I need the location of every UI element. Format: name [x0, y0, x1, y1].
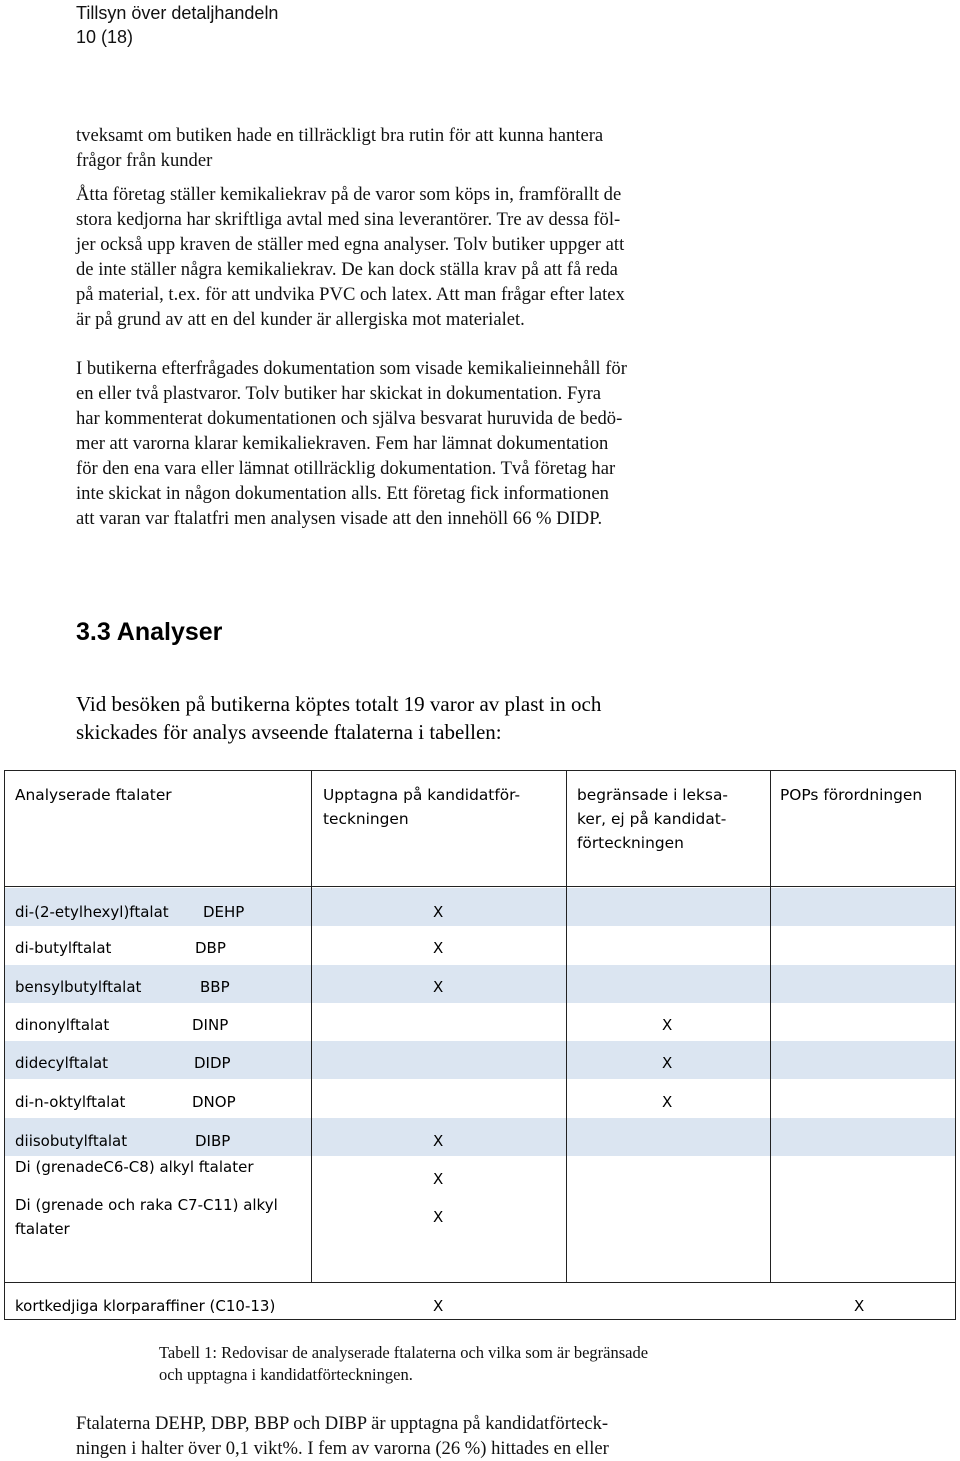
substance-abbr: DIBP — [195, 1132, 231, 1150]
phthalate-table — [4, 770, 956, 1320]
text-line: är på grund av att en del kunder är allergiska mot materialet. — [76, 309, 525, 330]
paragraph-3 — [76, 356, 736, 531]
candidate-mark: X — [433, 903, 444, 921]
substance-name: Di (grenadeC6-C8) alkyl ftalater — [15, 1158, 254, 1176]
text-line: jer också upp kraven de ställer med egna analyser. Tolv butiker uppger att — [76, 234, 625, 255]
substance-name: dinonylftalat — [15, 1016, 110, 1034]
name-line: Di (grenade och raka C7-C11) alkyl — [15, 1196, 278, 1214]
text-line: har kommenterat dokumentationen och själva besvarat huruvida de bedö- — [76, 408, 623, 429]
text-line: skickades för analys avseende ftalaterna i tabellen: — [76, 720, 502, 744]
candidate-mark: X — [433, 939, 444, 957]
text-line: tveksamt om butiken hade en tillräckligt bra rutin för att kunna hantera — [76, 125, 604, 146]
substance-name: diisobutylftalat — [15, 1132, 128, 1150]
paragraph-2 — [76, 182, 736, 332]
text-line: inte skickat in någon dokumentation alls. Ett företag fick informationen — [76, 483, 609, 504]
document-title: Tillsyn över detaljhandeln — [76, 3, 279, 23]
table-caption — [159, 1342, 648, 1386]
closing-paragraph — [76, 1411, 736, 1461]
row-band — [4, 1041, 956, 1079]
candidate-mark: X — [433, 1208, 444, 1226]
text-line: Ftalaterna DEHP, DBP, BBP och DIBP är upptagna på kandidatförteck- — [76, 1413, 609, 1434]
text-line: ningen i halter över 0,1 vikt%. I fem av varorna (26 %) hittades en eller — [76, 1438, 609, 1459]
text-line: I butikerna efterfrågades dokumentation som visade kemikalieinnehåll för — [76, 358, 627, 379]
row-band — [4, 1118, 956, 1156]
substance-abbr: BBP — [200, 978, 230, 996]
column-divider — [770, 770, 771, 1282]
text-line: Åtta företag ställer kemikaliekrav på de varor som köps in, framförallt de — [76, 184, 622, 205]
section-heading: 3.3 Analyser — [76, 618, 223, 646]
substance-name: bensylbutylftalat — [15, 978, 142, 996]
final-row-divider — [4, 1282, 956, 1283]
substance-name: di-n-oktylftalat — [15, 1093, 126, 1111]
text-line: frågor från kunder — [76, 150, 213, 171]
row-band — [4, 965, 956, 1003]
header-divider — [4, 886, 956, 887]
header-line: teckningen — [323, 810, 409, 828]
pops-mark: X — [854, 1297, 865, 1315]
candidate-mark: X — [433, 1132, 444, 1150]
substance-abbr: DIDP — [194, 1054, 231, 1072]
text-line: på material, t.ex. för att undvika PVC och latex. Att man frågar efter latex — [76, 284, 625, 305]
substance-name: didecylftalat — [15, 1054, 109, 1072]
substance-name — [15, 1193, 278, 1241]
table-border-left — [4, 770, 5, 1320]
restricted-mark: X — [662, 1054, 673, 1072]
column-header-pops: POPs förordningen — [780, 786, 923, 804]
substance-abbr: DINP — [192, 1016, 229, 1034]
table-border-top — [4, 770, 956, 771]
paragraph-1 — [76, 123, 736, 173]
text-line: mer att varorna klarar kemikaliekraven. Fem har lämnat dokumentation — [76, 433, 609, 454]
caption-line: Tabell 1: Redovisar de analyserade ftalaterna och vilka som är begränsade — [159, 1343, 649, 1362]
text-line: en eller två plastvaror. Tolv butiker har skickat in dokumentation. Fyra — [76, 383, 602, 404]
page-number: 10 (18) — [76, 27, 134, 47]
column-divider — [566, 770, 567, 1282]
substance-name: kortkedjiga klorparaffiner (C10-13) — [15, 1297, 276, 1315]
column-header-restricted — [577, 783, 728, 855]
text-line: stora kedjorna har skriftliga avtal med sina leverantörer. Tre av dessa föl- — [76, 209, 621, 230]
column-divider — [311, 770, 312, 1282]
candidate-mark: X — [433, 1297, 444, 1315]
restricted-mark: X — [662, 1093, 673, 1111]
substance-name: di-(2-etylhexyl)ftalat — [15, 903, 169, 921]
header-line: Upptagna på kandidatför- — [323, 786, 521, 804]
table-border-bottom — [4, 1319, 956, 1320]
text-line: Vid besöken på butikerna köptes totalt 19 varor av plast in och — [76, 692, 602, 716]
table-border-right — [955, 770, 956, 1320]
substance-name: di-butylftalat — [15, 939, 112, 957]
substance-abbr: DBP — [195, 939, 226, 957]
restricted-mark: X — [662, 1016, 673, 1034]
column-header-candidate — [323, 783, 520, 831]
substance-abbr: DNOP — [192, 1093, 236, 1111]
section-intro — [76, 690, 601, 746]
substance-abbr: DEHP — [203, 903, 245, 921]
header-line: begränsade i leksa- — [577, 786, 728, 804]
header-line: ker, ej på kandidat- — [577, 810, 727, 828]
text-line: för den ena vara eller lämnat otillräcklig dokumentation. Två företag har — [76, 458, 616, 479]
column-header-analyzed: Analyserade ftalater — [15, 786, 172, 804]
caption-line: och upptagna i kandidatförteckningen. — [159, 1365, 413, 1384]
text-line: de inte ställer några kemikaliekrav. De kan dock ställa krav på att få reda — [76, 259, 618, 280]
name-line: ftalater — [15, 1220, 70, 1238]
header-line: förteckningen — [577, 834, 684, 852]
candidate-mark: X — [433, 1170, 444, 1188]
candidate-mark: X — [433, 978, 444, 996]
text-line: att varan var ftalatfri men analysen visade att den innehöll 66 % DIDP. — [76, 508, 603, 529]
